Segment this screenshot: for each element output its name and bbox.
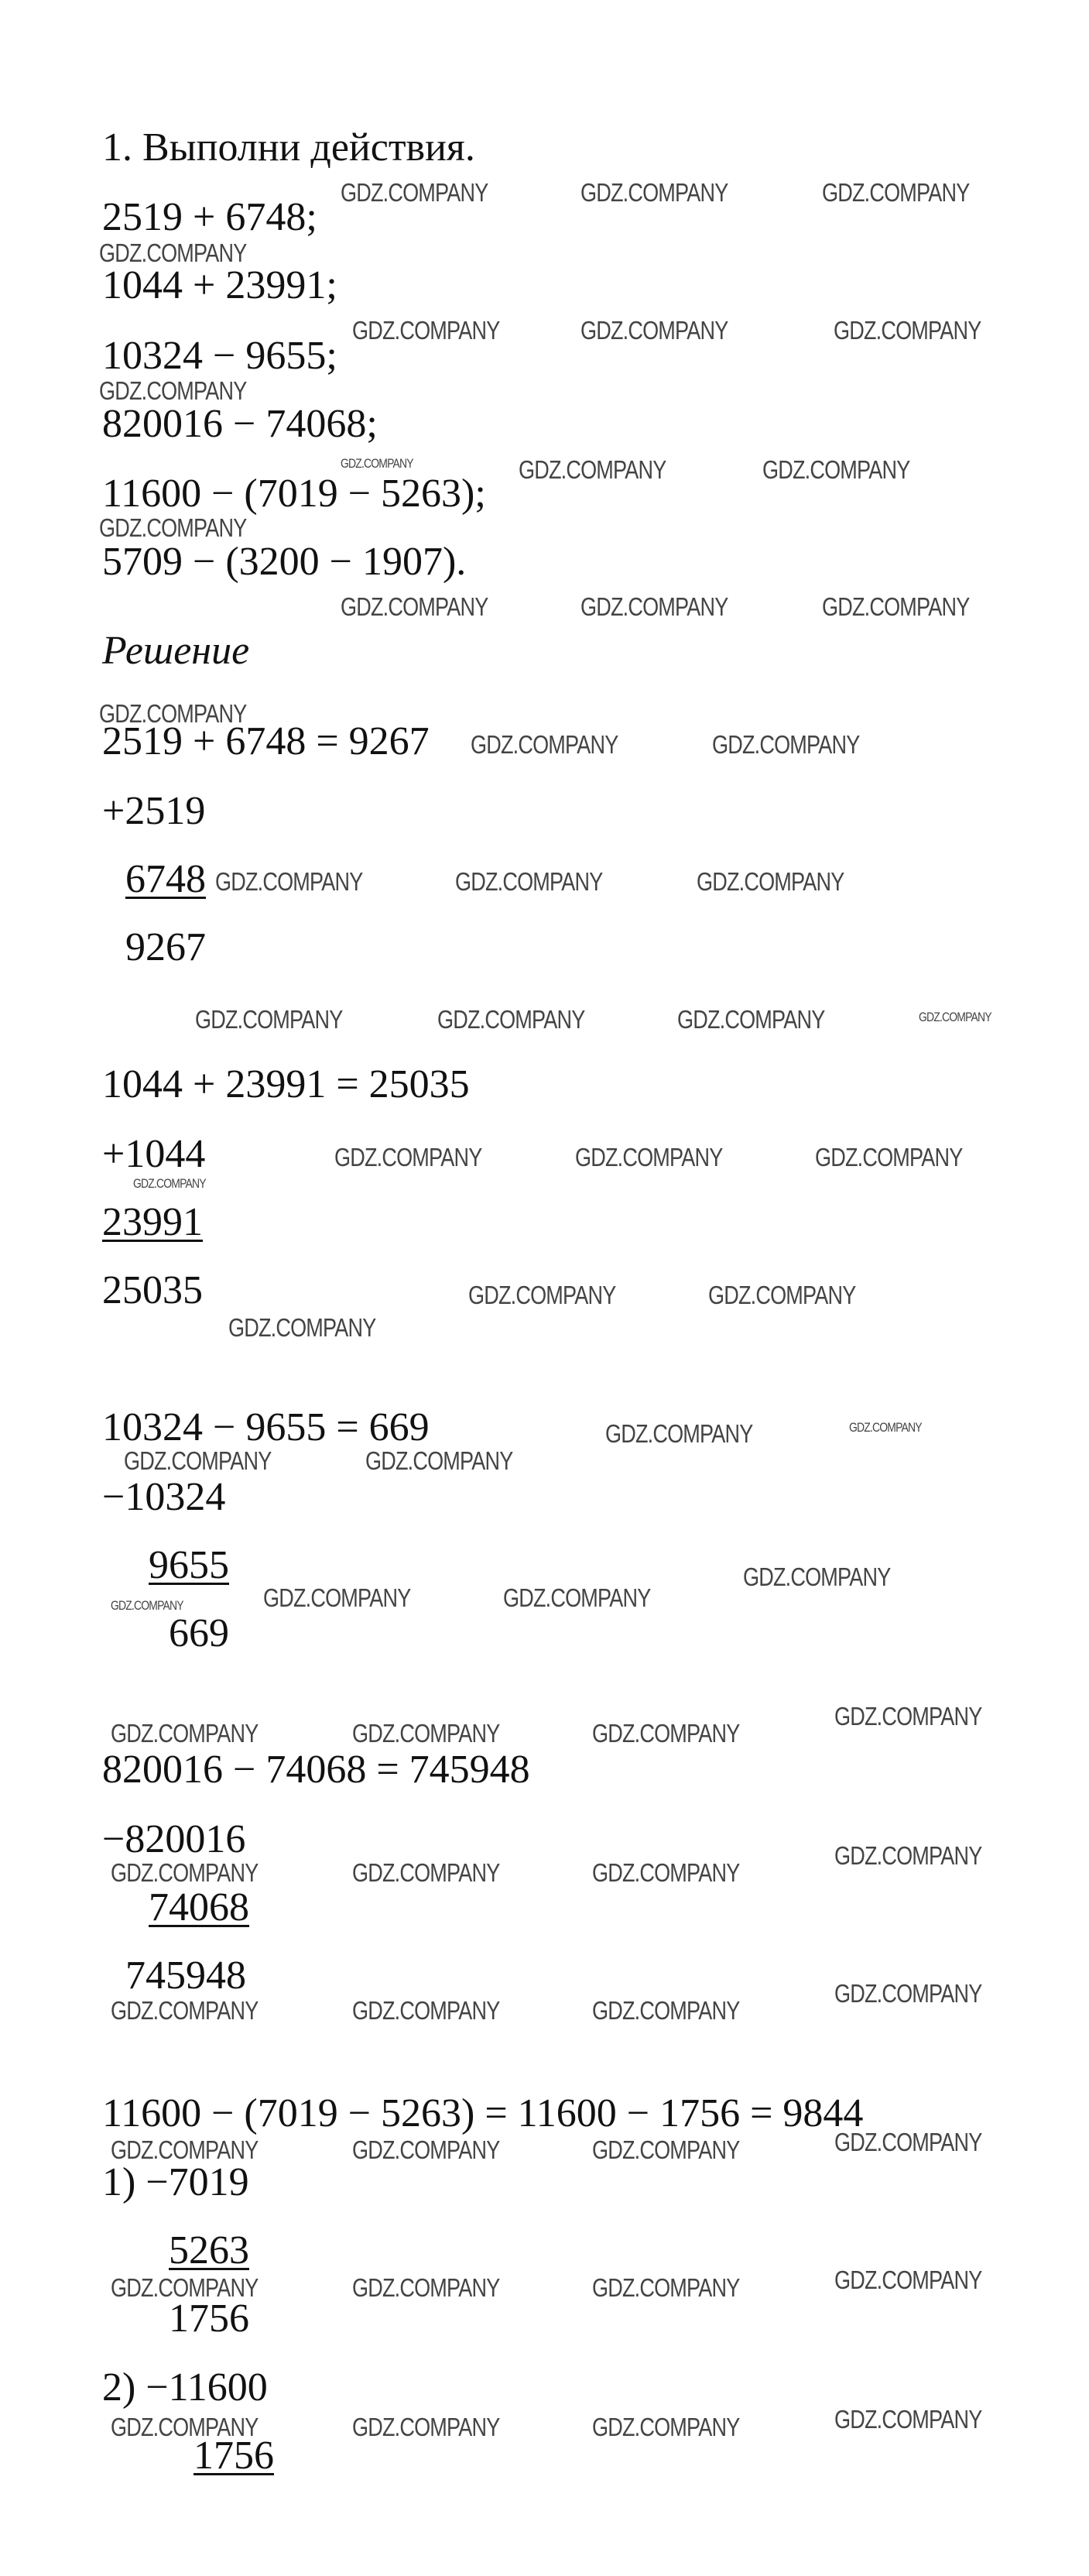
column-operand-1: −10324 bbox=[102, 1475, 226, 1519]
watermark-text: GDZ.COMPANY bbox=[133, 1176, 206, 1191]
column-operand-1: +2519 bbox=[102, 789, 206, 833]
step-1-result: 1756 bbox=[169, 2296, 249, 2341]
watermark-text: GDZ.COMPANY bbox=[815, 1143, 963, 1171]
column-result: 25035 bbox=[102, 1268, 203, 1312]
watermark-text: GDZ.COMPANY bbox=[99, 376, 247, 405]
watermark-text: GDZ.COMPANY bbox=[708, 1281, 856, 1309]
watermark-text: GDZ.COMPANY bbox=[834, 2128, 982, 2156]
watermark-text: GDZ.COMPANY bbox=[834, 1979, 982, 2008]
equation: 10324 − 9655 = 669 bbox=[102, 1405, 430, 1449]
task-item: 820016 − 74068; bbox=[102, 402, 378, 446]
watermark-text: GDZ.COMPANY bbox=[677, 1005, 825, 1034]
watermark-text: GDZ.COMPANY bbox=[352, 1858, 500, 1887]
watermark-text: GDZ.COMPANY bbox=[352, 1996, 500, 2025]
watermark-text: GDZ.COMPANY bbox=[605, 1419, 753, 1448]
task-item: 10324 − 9655; bbox=[102, 334, 337, 378]
watermark-text: GDZ.COMPANY bbox=[195, 1005, 343, 1034]
watermark-text: GDZ.COMPANY bbox=[919, 1010, 991, 1024]
step-2-operand-1: 2) −11600 bbox=[102, 2365, 268, 2410]
watermark-text: GDZ.COMPANY bbox=[437, 1005, 585, 1034]
watermark-text: GDZ.COMPANY bbox=[592, 2135, 740, 2164]
watermark-text: GDZ.COMPANY bbox=[834, 1702, 982, 1730]
column-result: 745948 bbox=[125, 1953, 246, 1998]
watermark-text: GDZ.COMPANY bbox=[592, 1996, 740, 2025]
watermark-text: GDZ.COMPANY bbox=[592, 2413, 740, 2441]
equation: 1044 + 23991 = 25035 bbox=[102, 1062, 470, 1106]
watermark-text: GDZ.COMPANY bbox=[352, 1719, 500, 1748]
watermark-text: GDZ.COMPANY bbox=[697, 867, 844, 896]
task-item: 5709 − (3200 − 1907). bbox=[102, 540, 467, 584]
column-operand-2: 6748 bbox=[125, 857, 206, 901]
step-1-operand-1: 1) −7019 bbox=[102, 2160, 249, 2204]
watermark-text: GDZ.COMPANY bbox=[519, 455, 666, 484]
watermark-text: GDZ.COMPANY bbox=[834, 2405, 982, 2434]
column-operand-1: +1044 bbox=[102, 1132, 206, 1176]
watermark-text: GDZ.COMPANY bbox=[834, 316, 981, 345]
watermark-text: GDZ.COMPANY bbox=[352, 2413, 500, 2441]
watermark-text: GDZ.COMPANY bbox=[834, 1841, 982, 1870]
watermark-text: GDZ.COMPANY bbox=[341, 592, 488, 621]
column-operand-1: −820016 bbox=[102, 1817, 246, 1861]
watermark-text: GDZ.COMPANY bbox=[99, 513, 247, 542]
watermark-text: GDZ.COMPANY bbox=[712, 730, 860, 759]
task-title: 1. Выполни действия. bbox=[102, 125, 475, 170]
watermark-text: GDZ.COMPANY bbox=[111, 2413, 259, 2441]
watermark-text: GDZ.COMPANY bbox=[580, 592, 728, 621]
watermark-text: GDZ.COMPANY bbox=[503, 1583, 651, 1612]
watermark-text: GDZ.COMPANY bbox=[263, 1583, 411, 1612]
watermark-text: GDZ.COMPANY bbox=[455, 867, 603, 896]
watermark-text: GDZ.COMPANY bbox=[352, 316, 500, 345]
column-result: 9267 bbox=[125, 925, 206, 969]
task-item: 1044 + 23991; bbox=[102, 263, 337, 307]
watermark-text: GDZ.COMPANY bbox=[762, 455, 910, 484]
watermark-text: GDZ.COMPANY bbox=[99, 699, 247, 728]
task-item: 2519 + 6748; bbox=[102, 195, 317, 239]
watermark-text: GDZ.COMPANY bbox=[111, 1719, 259, 1748]
watermark-text: GDZ.COMPANY bbox=[124, 1446, 272, 1475]
watermark-text: GDZ.COMPANY bbox=[111, 2273, 259, 2302]
watermark-text: GDZ.COMPANY bbox=[341, 456, 413, 471]
watermark-text: GDZ.COMPANY bbox=[352, 2135, 500, 2164]
watermark-text: GDZ.COMPANY bbox=[471, 730, 618, 759]
watermark-text: GDZ.COMPANY bbox=[834, 2266, 982, 2294]
watermark-text: GDZ.COMPANY bbox=[468, 1281, 616, 1309]
step-1-operand-2: 5263 bbox=[169, 2228, 249, 2272]
watermark-text: GDZ.COMPANY bbox=[575, 1143, 723, 1171]
watermark-text: GDZ.COMPANY bbox=[743, 1562, 891, 1591]
watermark-text: GDZ.COMPANY bbox=[111, 1598, 183, 1613]
task-item: 11600 − (7019 − 5263); bbox=[102, 472, 486, 516]
watermark-text: GDZ.COMPANY bbox=[822, 592, 970, 621]
watermark-text: GDZ.COMPANY bbox=[849, 1420, 922, 1435]
watermark-text: GDZ.COMPANY bbox=[352, 2273, 500, 2302]
column-operand-2: 23991 bbox=[102, 1200, 203, 1244]
watermark-text: GDZ.COMPANY bbox=[111, 1858, 259, 1887]
column-operand-2: 9655 bbox=[149, 1543, 229, 1587]
watermark-text: GDZ.COMPANY bbox=[580, 316, 728, 345]
equation: 11600 − (7019 − 5263) = 11600 − 1756 = 9844 bbox=[102, 2091, 864, 2135]
watermark-text: GDZ.COMPANY bbox=[592, 2273, 740, 2302]
watermark-text: GDZ.COMPANY bbox=[341, 178, 488, 207]
watermark-text: GDZ.COMPANY bbox=[592, 1719, 740, 1748]
column-operand-2: 74068 bbox=[149, 1885, 249, 1929]
watermark-text: GDZ.COMPANY bbox=[822, 178, 970, 207]
watermark-text: GDZ.COMPANY bbox=[592, 1858, 740, 1887]
equation: 820016 − 74068 = 745948 bbox=[102, 1748, 530, 1792]
watermark-text: GDZ.COMPANY bbox=[228, 1313, 376, 1342]
watermark-text: GDZ.COMPANY bbox=[111, 2135, 259, 2164]
column-result: 669 bbox=[169, 1611, 229, 1655]
watermark-text: GDZ.COMPANY bbox=[334, 1143, 482, 1171]
solution-heading: Решение bbox=[102, 629, 250, 673]
equation: 2519 + 6748 = 9267 bbox=[102, 719, 430, 763]
watermark-text: GDZ.COMPANY bbox=[580, 178, 728, 207]
watermark-text: GDZ.COMPANY bbox=[111, 1996, 259, 2025]
step-2-operand-2: 1756 bbox=[193, 2434, 274, 2478]
watermark-text: GDZ.COMPANY bbox=[99, 238, 247, 267]
watermark-text: GDZ.COMPANY bbox=[215, 867, 363, 896]
watermark-text: GDZ.COMPANY bbox=[365, 1446, 513, 1475]
